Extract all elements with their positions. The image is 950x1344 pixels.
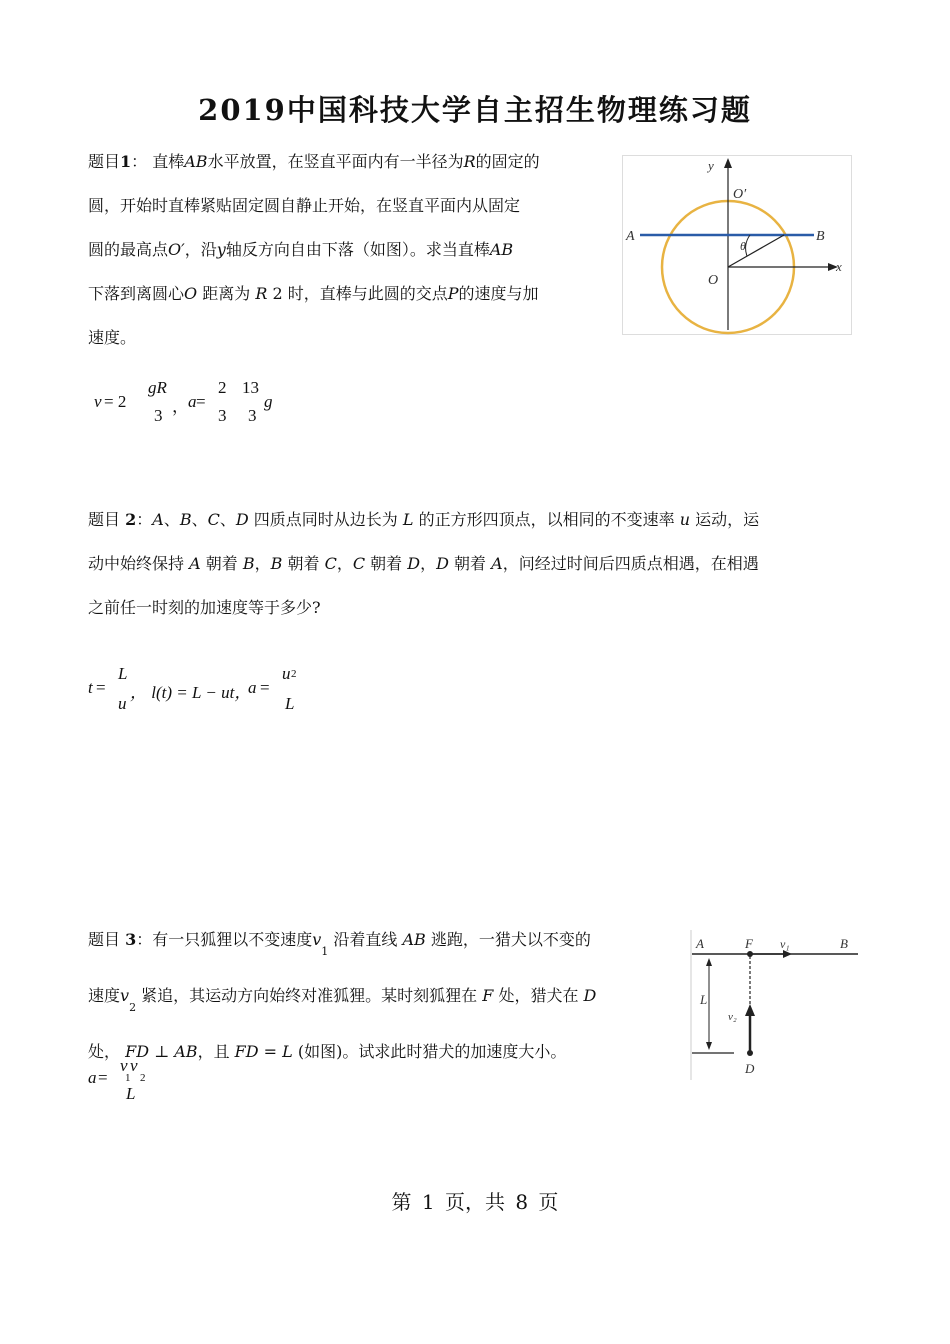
radius-line (728, 235, 784, 267)
fig1-label-x: x (836, 259, 842, 274)
v2-arrow-icon (745, 1004, 755, 1016)
fig2-label-b: B (840, 936, 848, 951)
problem-1-line-3: 圆的最高点O′，沿y轴反方向自由下落（如图）。求当直棒AB (88, 240, 514, 259)
fig1-label-a: A (626, 229, 635, 244)
problem-3-line-2: 速度$v_2$ 紧追，其运动方向始终对准狐狸。某时刻狐狸在 F 处，猎犬在 D (88, 986, 597, 1014)
v1-arrow-icon (783, 950, 792, 958)
fig1-label-theta: θ (740, 239, 746, 253)
fig2-label-f: F (745, 936, 753, 951)
l-dimension-up-arrow-icon (706, 958, 712, 966)
problem-2-text (88, 498, 759, 630)
fig2-label-d: D (745, 1061, 755, 1076)
problem-1-line-4: 下落到离圆心O 距离为 R 2 时，直棒与此圆的交点P的速度与加 (88, 284, 539, 303)
page-title: 2019中国科技大学自主招生物理练习题 (198, 93, 752, 127)
figure-1-circle-diagram (622, 155, 852, 335)
problem-2-line-2: 动中始终保持 A 朝着 B，B 朝着 C，C 朝着 D，D 朝着 A，问经过时间后四质点相遇，在相遇 (88, 554, 759, 573)
fig2-label-a: A (696, 936, 704, 951)
fig1-label-y: y (708, 158, 714, 173)
problem-3-text (88, 918, 596, 1074)
problem-1-text (88, 140, 540, 360)
problem-1-answer: v = 2 gR 3 ， a = 2 3 13 3 g (94, 378, 273, 425)
problem-2-line-1: 题目 2：A、B、C、D 四质点同时从边长为 L 的正方形四顶点，以相同的不变速率 u 运动，运 (88, 510, 760, 529)
problem-1-line-5: 速度。 (88, 328, 137, 347)
l-dimension-down-arrow-icon (706, 1042, 712, 1050)
problem-3-line-1: 题目 3：有一只狐狸以不变速度$v_1$ 沿着直线 AB 逃跑，一猎犬以不变的 (88, 930, 591, 958)
problem-3-line-3: 处， FD ⊥ AB，且 FD = L (如图)。试求此时猎犬的加速度大小。 (88, 1042, 567, 1061)
figure-3-pursuit-diagram (690, 930, 860, 1080)
fig2-label-v1: v₁ (780, 937, 790, 951)
fig1-label-o: O (708, 273, 719, 288)
fig2-label-l: L (700, 992, 708, 1007)
problem-1-line-2: 圆，开始时直棒紧贴固定圆自静止开始，在竖直平面内从固定 (88, 196, 521, 215)
problem-3-answer: a = v v 1 2 L (88, 1056, 146, 1103)
problem-2-line-3: 之前任一时刻的加速度等于多少? (88, 598, 321, 617)
point-d (747, 1050, 753, 1056)
theta-arc (746, 235, 750, 256)
page-footer: 第 1 页，共 8 页 (391, 1190, 559, 1214)
fig1-label-o-prime: O′ (733, 187, 747, 202)
point-f (747, 951, 753, 957)
problem-1-line-1: 题目1： 直棒AB水平放置，在竖直平面内有一半径为R的固定的 (88, 152, 540, 171)
fig1-label-b: B (816, 229, 825, 244)
problem-2-answer: t = L u ， l(t) = L − ut， a = u 2 L (88, 664, 297, 713)
fig2-label-v2: v₂ (728, 1011, 737, 1023)
y-axis-arrow-icon (724, 158, 732, 168)
